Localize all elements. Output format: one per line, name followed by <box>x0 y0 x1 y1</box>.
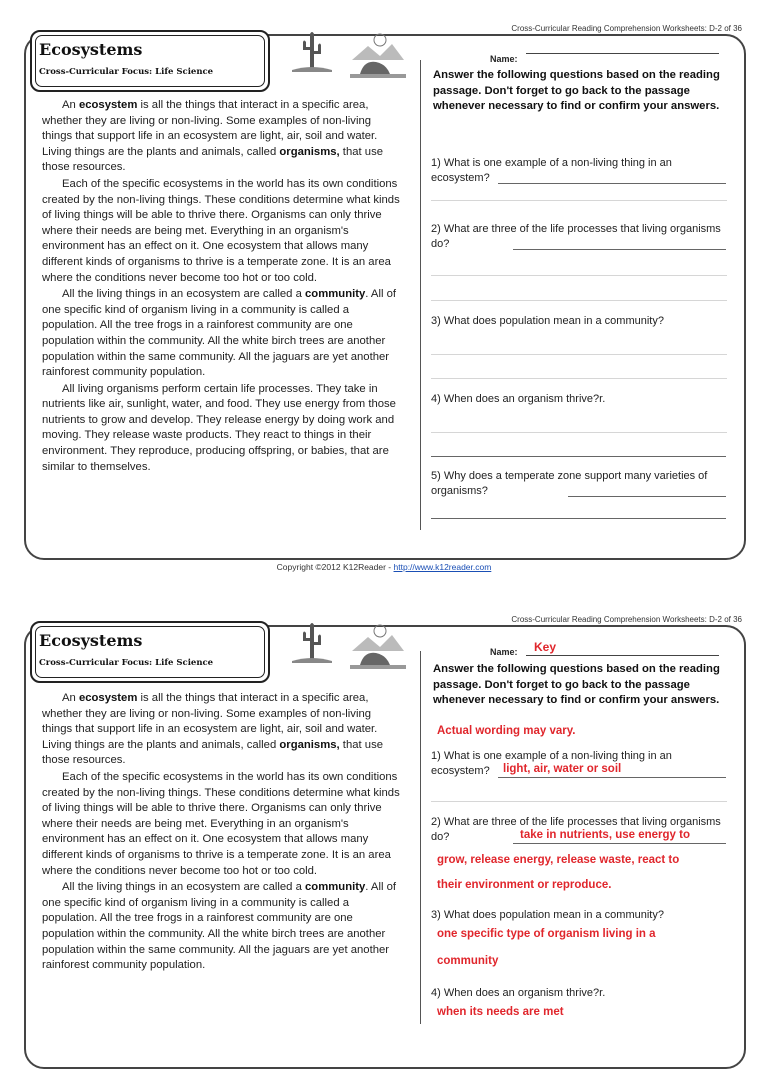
question-1: 1) What is one example of a non-living thing in an ecosystem? <box>431 750 672 777</box>
answer-rule <box>431 378 727 379</box>
answer-3-line-2: community <box>437 955 499 967</box>
answer-line[interactable] <box>513 843 726 844</box>
page-header: Cross-Curricular Reading Comprehension Worksheets: D-2 of 36 <box>511 24 742 33</box>
answer-2-line-3: their environment or reproduce. <box>437 879 612 891</box>
answer-line[interactable] <box>513 249 726 250</box>
passage-paragraph: All the living things in an ecosystem are called a community. All of one specific kind of organism living in a community is called a population. All the tree frogs in a rainforest community are one population within the community. All the white birch trees are another population within the same community. All the jaguars are yet another rainforest community population. <box>42 288 397 379</box>
cactus-icon <box>290 617 334 665</box>
name-field[interactable] <box>526 655 719 656</box>
answer-rule <box>431 801 727 802</box>
title-box <box>30 621 270 683</box>
copyright-footer: Copyright ©2012 K12Reader - http://www.k12reader.com <box>276 562 492 572</box>
title-box <box>30 30 270 92</box>
name-label: Name: <box>490 54 518 64</box>
answer-line[interactable] <box>568 496 726 497</box>
passage-paragraph: All the living things in an ecosystem are called a community. All of one specific kind of organism living in a community is called a population. All the tree frogs in a rainforest community are one population within the community. All the white birch trees are another population within the same community. All the jaguars are yet another rainforest community population. <box>42 881 397 972</box>
question-2: 2) What are three of the life processes that living organisms do? <box>431 223 721 250</box>
passage-paragraph: An ecosystem is all the things that interact in a specific area, whether they are living or non-living. Some examples of non-living things that support life in an ecosystem are light, air, soil and water. Living things are the plants and animals, called organisms, that use those resources. <box>42 692 384 767</box>
passage-paragraph: Each of the specific ecosystems in the world has its own conditions created by the non-living things. These conditions determine what kinds of living things will be able to thrive there. Organisms can only thrive where their needs are being met. Everything in an organism's environment has an effect on it. One ecosystem that allows many different kinds of organisms to thrive is a temperate zone. It is an area where the conditions never become too hot or too cold. <box>42 770 400 877</box>
answer-3-line-1: one specific type of organism living in a <box>437 928 656 940</box>
answer-rule <box>431 300 727 301</box>
worksheet-title: Ecosystems <box>39 631 143 650</box>
question-4: 4) When does an organism thrive?r. <box>431 987 606 999</box>
instructions: Answer the following questions based on the reading passage. Don't forget to go back to the passage whenever necessary to find or confirm your answers. <box>433 663 720 706</box>
page-header: Cross-Curricular Reading Comprehension Worksheets: D-2 of 36 <box>511 615 742 624</box>
answer-rule <box>431 200 727 201</box>
answer-line[interactable] <box>431 456 726 457</box>
answer-1: light, air, water or soil <box>503 763 622 775</box>
answer-rule <box>431 432 727 433</box>
question-3: 3) What does population mean in a community? <box>431 909 664 921</box>
answer-rule <box>431 275 727 276</box>
worksheet-title: Ecosystems <box>39 40 143 59</box>
k12reader-link[interactable]: http://www.k12reader.com <box>393 562 492 572</box>
desert-scene-icon <box>350 30 406 78</box>
answer-rule <box>431 354 727 355</box>
question-4: 4) When does an organism thrive?r. <box>431 393 606 405</box>
name-field[interactable] <box>526 53 719 54</box>
answer-line[interactable] <box>498 777 726 778</box>
worksheet-subtitle: Cross-Curricular Focus: Life Science <box>39 67 214 77</box>
cactus-icon <box>290 26 334 74</box>
name-label: Name: <box>490 647 518 657</box>
answer-note: Actual wording may vary. <box>437 725 576 737</box>
passage-paragraph: An ecosystem is all the things that interact in a specific area, whether they are living or non-living. Some examples of non-living things that support life in an ecosystem are light, air, soil and water. Living things are the plants and animals, called organisms, that use those resources. <box>42 99 384 174</box>
name-answer: Key <box>534 640 557 654</box>
answer-line[interactable] <box>498 183 726 184</box>
question-1: 1) What is one example of a non-living thing in an ecosystem? <box>431 157 672 184</box>
worksheet-subtitle: Cross-Curricular Focus: Life Science <box>39 658 214 668</box>
answer-line[interactable] <box>431 518 726 519</box>
answer-4: when its needs are met <box>437 1006 564 1018</box>
instructions: Answer the following questions based on the reading passage. Don't forget to go back to the passage whenever necessary to find or confirm your answers. <box>433 69 720 112</box>
column-divider <box>420 651 421 1024</box>
column-divider <box>420 60 421 530</box>
question-5: 5) Why does a temperate zone support many varieties of organisms? <box>431 470 708 497</box>
answer-2-line-1: take in nutrients, use energy to <box>520 829 690 841</box>
question-3: 3) What does population mean in a community? <box>431 315 664 327</box>
reading-passage <box>42 98 402 476</box>
passage-paragraph: Each of the specific ecosystems in the world has its own conditions created by the non-living things. These conditions determine what kinds of living things will be able to thrive there. Organisms can only thrive where their needs are being met. Everything in an organism's environment has an effect on it. One ecosystem that allows many different kinds of organisms to thrive is a temperate zone. It is an area where the conditions never become too hot or too cold. <box>42 177 400 284</box>
answer-2-line-2: grow, release energy, release waste, react to <box>437 854 680 866</box>
question-2: 2) What are three of the life processes that living organisms do? <box>431 816 721 843</box>
reading-passage <box>42 691 402 975</box>
passage-paragraph: All living organisms perform certain life processes. They take in nutrients like air, sunlight, water, and food. They use energy from those nutrients to grow and develop. They release energy by doing work and moving. They release waste products. They react to things in their environment. They reproduce, producing offspring, or babies, that are similar to themselves. <box>42 382 396 473</box>
desert-scene-icon <box>350 621 406 669</box>
worksheet-answer-key <box>0 595 768 1024</box>
